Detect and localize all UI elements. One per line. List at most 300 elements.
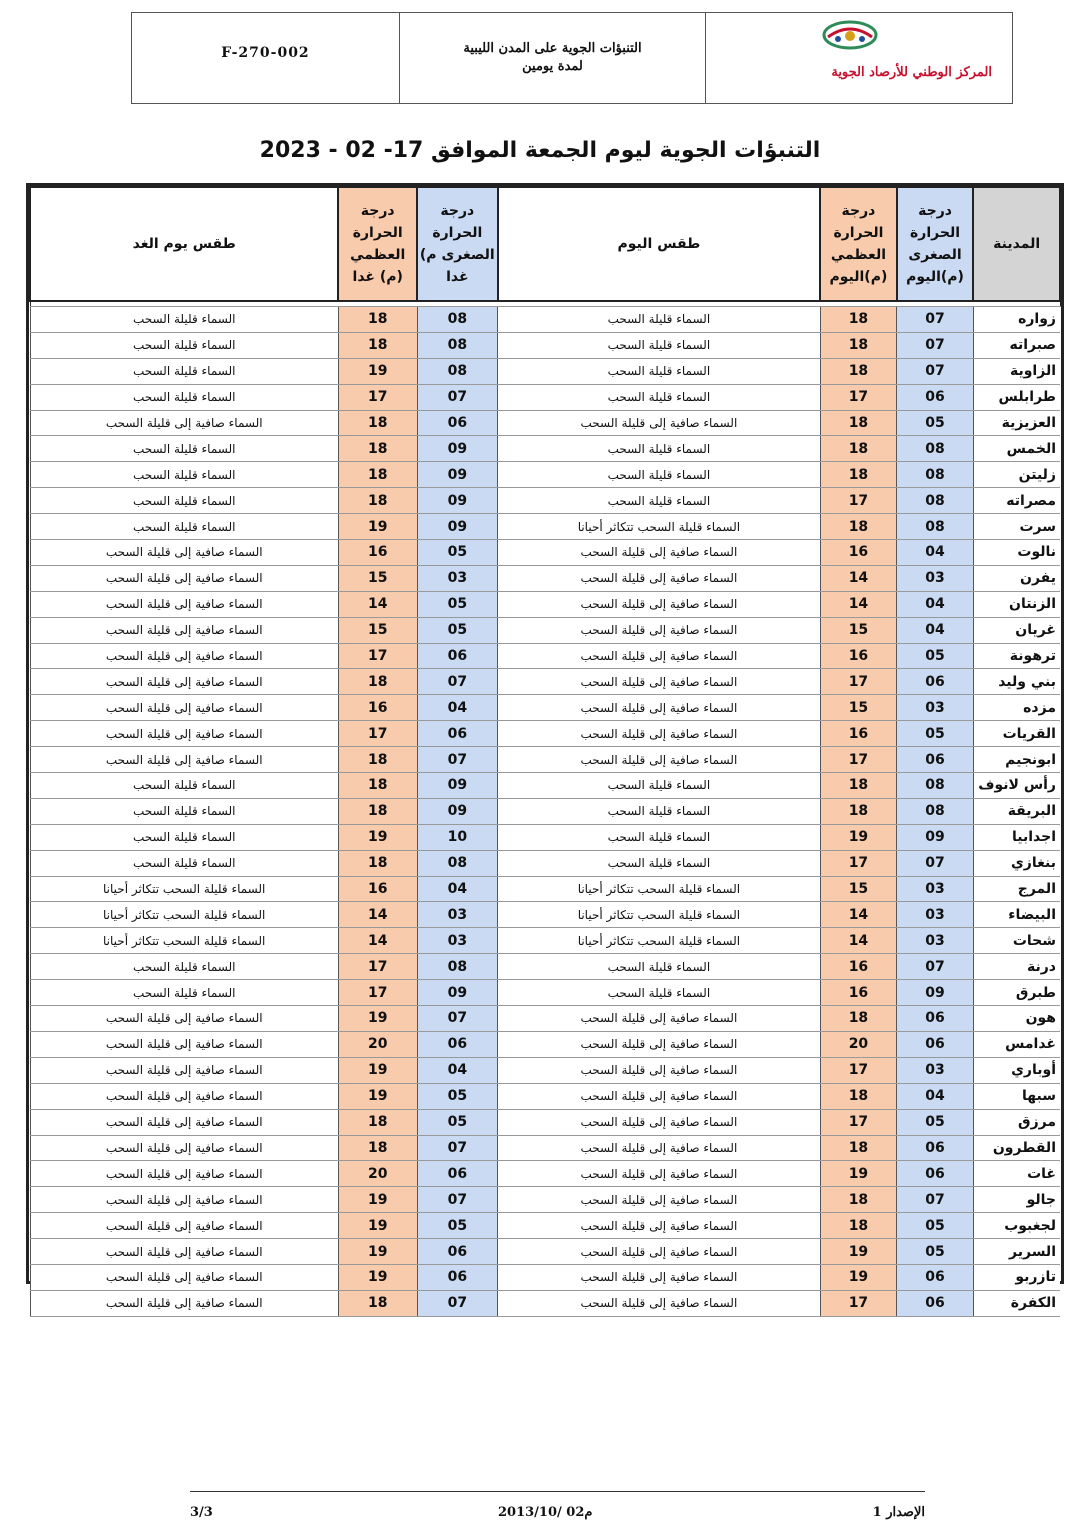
min-today-cell: 05 [897, 1239, 974, 1265]
max-tomorrow-cell: 18 [338, 773, 417, 799]
weather-today-cell: السماء صافية إلى قليلة السحب [498, 1057, 821, 1083]
max-today-cell: 17 [820, 488, 897, 514]
min-tomorrow-cell: 06 [417, 1264, 498, 1290]
weather-tomorrow-cell: السماء صافية إلى قليلة السحب [30, 1057, 338, 1083]
max-today-cell: 18 [820, 1083, 897, 1109]
max-today-cell: 19 [820, 824, 897, 850]
max-today-cell: 18 [820, 462, 897, 488]
max-today-cell: 15 [820, 876, 897, 902]
max-tomorrow-cell: 20 [338, 1031, 417, 1057]
table-row [30, 591, 1060, 617]
max-today-cell: 17 [820, 384, 897, 410]
min-tomorrow-cell: 08 [417, 358, 498, 384]
min-today-cell: 07 [897, 1187, 974, 1213]
min-tomorrow-cell: 09 [417, 462, 498, 488]
min-tomorrow-cell: 03 [417, 902, 498, 928]
weather-tomorrow-cell: السماء صافية إلى قليلة السحب [30, 747, 338, 773]
min-today-cell: 07 [897, 332, 974, 358]
min-today-cell: 07 [897, 850, 974, 876]
min-tomorrow-cell: 06 [417, 1161, 498, 1187]
table-row [30, 384, 1060, 410]
max-tomorrow-cell: 15 [338, 565, 417, 591]
min-today-cell: 06 [897, 669, 974, 695]
weather-today-cell: السماء قليلة السحب [498, 436, 821, 462]
min-today-cell: 08 [897, 462, 974, 488]
min-tomorrow-cell: 06 [417, 1239, 498, 1265]
table-row [30, 617, 1060, 643]
city-cell: زليتن [973, 462, 1060, 488]
weather-today-cell: السماء صافية إلى قليلة السحب [498, 1187, 821, 1213]
weather-tomorrow-cell: السماء صافية إلى قليلة السحب [30, 1264, 338, 1290]
min-tomorrow-cell: 06 [417, 643, 498, 669]
max-today-cell: 15 [820, 617, 897, 643]
min-today-cell: 07 [897, 954, 974, 980]
weather-tomorrow-cell: السماء قليلة السحب [30, 773, 338, 799]
weather-tomorrow-cell: السماء صافية إلى قليلة السحب [30, 1083, 338, 1109]
min-today-cell: 08 [897, 436, 974, 462]
min-tomorrow-cell: 07 [417, 1135, 498, 1161]
max-tomorrow-cell: 16 [338, 540, 417, 566]
max-tomorrow-cell: 16 [338, 695, 417, 721]
table-row [30, 798, 1060, 824]
weather-today-cell: السماء قليلة السحب [498, 824, 821, 850]
max-tomorrow-cell: 18 [338, 462, 417, 488]
max-today-cell: 14 [820, 902, 897, 928]
min-today-cell: 08 [897, 798, 974, 824]
city-cell: الزنتان [973, 591, 1060, 617]
max-today-cell: 14 [820, 928, 897, 954]
weather-today-cell: السماء صافية إلى قليلة السحب [498, 1264, 821, 1290]
weather-today-cell: السماء صافية إلى قليلة السحب [498, 565, 821, 591]
max-today-cell: 17 [820, 850, 897, 876]
weather-today-cell: السماء قليلة السحب [498, 488, 821, 514]
max-today-cell: 18 [820, 1187, 897, 1213]
max-tomorrow-cell: 19 [338, 1264, 417, 1290]
max-today-cell: 19 [820, 1239, 897, 1265]
city-cell: طبرق [973, 980, 1060, 1006]
max-today-cell: 18 [820, 358, 897, 384]
min-tomorrow-cell: 08 [417, 850, 498, 876]
min-today-cell: 07 [897, 358, 974, 384]
min-tomorrow-cell: 09 [417, 980, 498, 1006]
max-tomorrow-cell: 19 [338, 358, 417, 384]
weather-tomorrow-cell: السماء صافية إلى قليلة السحب [30, 1187, 338, 1213]
min-tomorrow-cell: 05 [417, 1109, 498, 1135]
weather-tomorrow-cell: السماء قليلة السحب [30, 358, 338, 384]
city-cell: طرابلس [973, 384, 1060, 410]
city-cell: مرزق [973, 1109, 1060, 1135]
max-tomorrow-cell: 19 [338, 1187, 417, 1213]
max-tomorrow-cell: 18 [338, 1109, 417, 1135]
table-header-row [30, 187, 1060, 301]
max-today-cell: 18 [820, 1213, 897, 1239]
weather-today-cell: السماء قليلة السحب تتكاثر أحيانا [498, 902, 821, 928]
weather-tomorrow-cell: السماء قليلة السحب [30, 332, 338, 358]
table-row [30, 488, 1060, 514]
max-tomorrow-cell: 19 [338, 1083, 417, 1109]
min-tomorrow-cell: 09 [417, 798, 498, 824]
max-tomorrow-cell: 17 [338, 384, 417, 410]
max-tomorrow-cell: 14 [338, 902, 417, 928]
table-row [30, 954, 1060, 980]
max-today-cell: 18 [820, 514, 897, 540]
col-header-max-tomorrow: درجة الحرارة العظمي (م) غدا [338, 187, 417, 301]
min-today-cell: 06 [897, 1161, 974, 1187]
table-row [30, 695, 1060, 721]
weather-tomorrow-cell: السماء قليلة السحب [30, 462, 338, 488]
weather-today-cell: السماء صافية إلى قليلة السحب [498, 721, 821, 747]
min-today-cell: 08 [897, 488, 974, 514]
max-today-cell: 18 [820, 773, 897, 799]
min-today-cell: 04 [897, 617, 974, 643]
max-tomorrow-cell: 18 [338, 410, 417, 436]
table-row [30, 1109, 1060, 1135]
min-tomorrow-cell: 10 [417, 824, 498, 850]
city-cell: تازربو [973, 1264, 1060, 1290]
weather-tomorrow-cell: السماء قليلة السحب [30, 384, 338, 410]
met-center-logo [820, 19, 880, 55]
max-tomorrow-cell: 18 [338, 488, 417, 514]
weather-tomorrow-cell: السماء قليلة السحب [30, 307, 338, 333]
weather-tomorrow-cell: السماء قليلة السحب تتكاثر أحيانا [30, 902, 338, 928]
table-row [30, 1213, 1060, 1239]
min-today-cell: 06 [897, 1135, 974, 1161]
min-today-cell: 05 [897, 1213, 974, 1239]
weather-today-cell: السماء صافية إلى قليلة السحب [498, 1213, 821, 1239]
col-header-weather-tomorrow: طقس يوم الغد [30, 187, 338, 301]
table-row [30, 565, 1060, 591]
weather-today-cell: السماء قليلة السحب [498, 773, 821, 799]
col-header-min-tomorrow: درجة الحرارة الصغرى م) غدا [417, 187, 498, 301]
city-cell: المرج [973, 876, 1060, 902]
weather-tomorrow-cell: السماء صافية إلى قليلة السحب [30, 1006, 338, 1032]
weather-today-cell: السماء قليلة السحب [498, 462, 821, 488]
max-tomorrow-cell: 18 [338, 669, 417, 695]
min-tomorrow-cell: 05 [417, 591, 498, 617]
min-today-cell: 09 [897, 824, 974, 850]
col-header-min-today: درجة الحرارة الصغرى (م)اليوم [897, 187, 974, 301]
min-tomorrow-cell: 09 [417, 488, 498, 514]
min-tomorrow-cell: 09 [417, 773, 498, 799]
max-tomorrow-cell: 18 [338, 798, 417, 824]
weather-tomorrow-cell: السماء صافية إلى قليلة السحب [30, 1109, 338, 1135]
max-tomorrow-cell: 18 [338, 1290, 417, 1316]
max-tomorrow-cell: 18 [338, 436, 417, 462]
min-tomorrow-cell: 04 [417, 695, 498, 721]
weather-tomorrow-cell: السماء قليلة السحب [30, 980, 338, 1006]
city-cell: غدامس [973, 1031, 1060, 1057]
max-tomorrow-cell: 20 [338, 1161, 417, 1187]
city-cell: غريان [973, 617, 1060, 643]
org-block [705, 13, 1012, 103]
max-today-cell: 16 [820, 540, 897, 566]
max-tomorrow-cell: 16 [338, 876, 417, 902]
max-tomorrow-cell: 19 [338, 1239, 417, 1265]
min-today-cell: 07 [897, 307, 974, 333]
weather-today-cell: السماء صافية إلى قليلة السحب [498, 1109, 821, 1135]
table-row [30, 876, 1060, 902]
min-tomorrow-cell: 05 [417, 617, 498, 643]
min-tomorrow-cell: 07 [417, 384, 498, 410]
min-tomorrow-cell: 06 [417, 1031, 498, 1057]
weather-today-cell: السماء قليلة السحب تتكاثر أحيانا [498, 876, 821, 902]
max-today-cell: 15 [820, 695, 897, 721]
forecast-table [29, 186, 1061, 1317]
min-tomorrow-cell: 05 [417, 1213, 498, 1239]
min-today-cell: 04 [897, 540, 974, 566]
col-header-city: المدينة [973, 187, 1060, 301]
min-today-cell: 08 [897, 773, 974, 799]
min-today-cell: 03 [897, 928, 974, 954]
max-tomorrow-cell: 18 [338, 1135, 417, 1161]
table-row [30, 540, 1060, 566]
max-tomorrow-cell: 14 [338, 928, 417, 954]
city-cell: صبراته [973, 332, 1060, 358]
weather-tomorrow-cell: السماء قليلة السحب [30, 954, 338, 980]
document-code: F-270-002 [221, 45, 310, 61]
max-today-cell: 20 [820, 1031, 897, 1057]
city-cell: القطرون [973, 1135, 1060, 1161]
min-today-cell: 08 [897, 514, 974, 540]
edition-number: 1 [872, 1505, 882, 1520]
weather-today-cell: السماء قليلة السحب [498, 307, 821, 333]
edition-label: الإصدار [886, 1505, 925, 1520]
min-tomorrow-cell: 05 [417, 540, 498, 566]
min-tomorrow-cell: 06 [417, 721, 498, 747]
weather-tomorrow-cell: السماء صافية إلى قليلة السحب [30, 1213, 338, 1239]
min-tomorrow-cell: 07 [417, 669, 498, 695]
max-today-cell: 17 [820, 747, 897, 773]
weather-today-cell: السماء قليلة السحب [498, 358, 821, 384]
min-today-cell: 03 [897, 1057, 974, 1083]
table-row [30, 721, 1060, 747]
max-tomorrow-cell: 19 [338, 514, 417, 540]
min-tomorrow-cell: 06 [417, 410, 498, 436]
city-cell: سرت [973, 514, 1060, 540]
footer-page: 3/3 [190, 1505, 213, 1520]
weather-tomorrow-cell: السماء قليلة السحب [30, 798, 338, 824]
table-row [30, 514, 1060, 540]
weather-today-cell: السماء صافية إلى قليلة السحب [498, 1161, 821, 1187]
weather-tomorrow-cell: السماء قليلة السحب [30, 436, 338, 462]
table-row [30, 462, 1060, 488]
min-tomorrow-cell: 03 [417, 928, 498, 954]
max-today-cell: 19 [820, 1264, 897, 1290]
weather-today-cell: السماء قليلة السحب [498, 954, 821, 980]
footer-date: 2013/10/ 02م [498, 1505, 593, 1520]
weather-tomorrow-cell: السماء قليلة السحب [30, 488, 338, 514]
min-today-cell: 03 [897, 902, 974, 928]
max-tomorrow-cell: 17 [338, 980, 417, 1006]
min-tomorrow-cell: 08 [417, 307, 498, 333]
table-row [30, 1187, 1060, 1213]
table-row [30, 1031, 1060, 1057]
table-row [30, 747, 1060, 773]
city-cell: لجغبوب [973, 1213, 1060, 1239]
min-today-cell: 04 [897, 591, 974, 617]
city-cell: القريات [973, 721, 1060, 747]
weather-tomorrow-cell: السماء صافية إلى قليلة السحب [30, 617, 338, 643]
city-cell: الخمس [973, 436, 1060, 462]
weather-tomorrow-cell: السماء صافية إلى قليلة السحب [30, 721, 338, 747]
min-today-cell: 06 [897, 1031, 974, 1057]
min-tomorrow-cell: 05 [417, 1083, 498, 1109]
city-cell: جالو [973, 1187, 1060, 1213]
min-today-cell: 06 [897, 1264, 974, 1290]
table-row [30, 307, 1060, 333]
city-cell: اجدابيا [973, 824, 1060, 850]
min-tomorrow-cell: 04 [417, 1057, 498, 1083]
max-tomorrow-cell: 14 [338, 591, 417, 617]
city-cell: هون [973, 1006, 1060, 1032]
max-tomorrow-cell: 19 [338, 824, 417, 850]
max-today-cell: 18 [820, 332, 897, 358]
weather-tomorrow-cell: السماء صافية إلى قليلة السحب [30, 669, 338, 695]
max-tomorrow-cell: 17 [338, 954, 417, 980]
city-cell: مصراته [973, 488, 1060, 514]
header-title-line1: التنبؤات الجوية على المدن الليبية [463, 41, 642, 56]
weather-tomorrow-cell: السماء قليلة السحب [30, 824, 338, 850]
min-today-cell: 06 [897, 384, 974, 410]
min-tomorrow-cell: 09 [417, 514, 498, 540]
city-cell: رأس لانوف [973, 773, 1060, 799]
weather-tomorrow-cell: السماء صافية إلى قليلة السحب [30, 1031, 338, 1057]
min-tomorrow-cell: 09 [417, 436, 498, 462]
weather-tomorrow-cell: السماء صافية إلى قليلة السحب [30, 1239, 338, 1265]
weather-today-cell: السماء قليلة السحب [498, 798, 821, 824]
weather-today-cell: السماء صافية إلى قليلة السحب [498, 591, 821, 617]
table-row [30, 1239, 1060, 1265]
table-row [30, 980, 1060, 1006]
weather-today-cell: السماء قليلة السحب [498, 384, 821, 410]
max-tomorrow-cell: 18 [338, 850, 417, 876]
max-today-cell: 17 [820, 1109, 897, 1135]
max-tomorrow-cell: 15 [338, 617, 417, 643]
weather-today-cell: السماء قليلة السحب تتكاثر أحيانا [498, 514, 821, 540]
city-cell: ترهونة [973, 643, 1060, 669]
weather-tomorrow-cell: السماء صافية إلى قليلة السحب [30, 643, 338, 669]
min-tomorrow-cell: 08 [417, 954, 498, 980]
max-today-cell: 17 [820, 1057, 897, 1083]
table-row [30, 1264, 1060, 1290]
weather-tomorrow-cell: السماء صافية إلى قليلة السحب [30, 695, 338, 721]
table-row [30, 1006, 1060, 1032]
city-cell: شحات [973, 928, 1060, 954]
weather-tomorrow-cell: السماء قليلة السحب [30, 850, 338, 876]
weather-today-cell: السماء صافية إلى قليلة السحب [498, 1031, 821, 1057]
weather-today-cell: السماء صافية إلى قليلة السحب [498, 1239, 821, 1265]
table-row [30, 1057, 1060, 1083]
max-today-cell: 16 [820, 643, 897, 669]
max-tomorrow-cell: 18 [338, 332, 417, 358]
city-cell: ابونجيم [973, 747, 1060, 773]
city-cell: الكفرة [973, 1290, 1060, 1316]
weather-tomorrow-cell: السماء صافية إلى قليلة السحب [30, 565, 338, 591]
city-cell: بني وليد [973, 669, 1060, 695]
table-row [30, 1290, 1060, 1316]
table-row [30, 773, 1060, 799]
city-cell: العزيزية [973, 410, 1060, 436]
weather-tomorrow-cell: السماء قليلة السحب تتكاثر أحيانا [30, 928, 338, 954]
weather-today-cell: السماء صافية إلى قليلة السحب [498, 410, 821, 436]
min-today-cell: 06 [897, 747, 974, 773]
table-row [30, 410, 1060, 436]
min-tomorrow-cell: 07 [417, 1187, 498, 1213]
city-cell: غات [973, 1161, 1060, 1187]
min-today-cell: 06 [897, 1006, 974, 1032]
table-row [30, 902, 1060, 928]
city-cell: السرير [973, 1239, 1060, 1265]
weather-today-cell: السماء صافية إلى قليلة السحب [498, 540, 821, 566]
min-today-cell: 04 [897, 1083, 974, 1109]
min-today-cell: 03 [897, 695, 974, 721]
footer-rule [190, 1491, 925, 1492]
weather-today-cell: السماء صافية إلى قليلة السحب [498, 1135, 821, 1161]
col-header-max-today: درجة الحرارة العظمي (م)اليوم [820, 187, 897, 301]
max-today-cell: 18 [820, 798, 897, 824]
weather-today-cell: السماء صافية إلى قليلة السحب [498, 669, 821, 695]
max-tomorrow-cell: 17 [338, 721, 417, 747]
weather-today-cell: السماء قليلة السحب [498, 980, 821, 1006]
max-today-cell: 19 [820, 1161, 897, 1187]
table-row [30, 332, 1060, 358]
city-cell: مزده [973, 695, 1060, 721]
weather-today-cell: السماء قليلة السحب تتكاثر أحيانا [498, 928, 821, 954]
forecast-rows [30, 307, 1060, 1317]
max-today-cell: 16 [820, 954, 897, 980]
min-tomorrow-cell: 07 [417, 1006, 498, 1032]
max-tomorrow-cell: 19 [338, 1006, 417, 1032]
document-header [131, 12, 1013, 104]
table-row [30, 1083, 1060, 1109]
min-today-cell: 05 [897, 1109, 974, 1135]
max-today-cell: 16 [820, 980, 897, 1006]
max-today-cell: 17 [820, 669, 897, 695]
weather-tomorrow-cell: السماء صافية إلى قليلة السحب [30, 1290, 338, 1316]
min-today-cell: 05 [897, 410, 974, 436]
city-cell: بنغازي [973, 850, 1060, 876]
min-tomorrow-cell: 08 [417, 332, 498, 358]
weather-today-cell: السماء قليلة السحب [498, 332, 821, 358]
min-today-cell: 05 [897, 721, 974, 747]
max-tomorrow-cell: 18 [338, 307, 417, 333]
max-tomorrow-cell: 17 [338, 643, 417, 669]
weather-tomorrow-cell: السماء صافية إلى قليلة السحب [30, 1161, 338, 1187]
forecast-table-frame [26, 183, 1064, 1312]
min-tomorrow-cell: 07 [417, 1290, 498, 1316]
min-tomorrow-cell: 03 [417, 565, 498, 591]
max-today-cell: 18 [820, 1006, 897, 1032]
weather-tomorrow-cell: السماء قليلة السحب تتكاثر أحيانا [30, 876, 338, 902]
min-tomorrow-cell: 04 [417, 876, 498, 902]
weather-today-cell: السماء قليلة السحب [498, 850, 821, 876]
max-today-cell: 14 [820, 565, 897, 591]
weather-today-cell: السماء صافية إلى قليلة السحب [498, 1290, 821, 1316]
max-today-cell: 18 [820, 307, 897, 333]
page-title: التنبؤات الجوية ليوم الجمعة الموافق 17- 02 - 2023 [259, 138, 821, 163]
weather-tomorrow-cell: السماء قليلة السحب [30, 514, 338, 540]
city-cell: أوباري [973, 1057, 1060, 1083]
header-title-block [399, 13, 705, 103]
weather-today-cell: السماء صافية إلى قليلة السحب [498, 643, 821, 669]
table-row [30, 643, 1060, 669]
city-cell: البريقة [973, 798, 1060, 824]
city-cell: البيضاء [973, 902, 1060, 928]
max-today-cell: 18 [820, 410, 897, 436]
weather-tomorrow-cell: السماء صافية إلى قليلة السحب [30, 591, 338, 617]
org-name: المركز الوطني للأرصاد الجوية [831, 65, 992, 80]
city-cell: درنة [973, 954, 1060, 980]
